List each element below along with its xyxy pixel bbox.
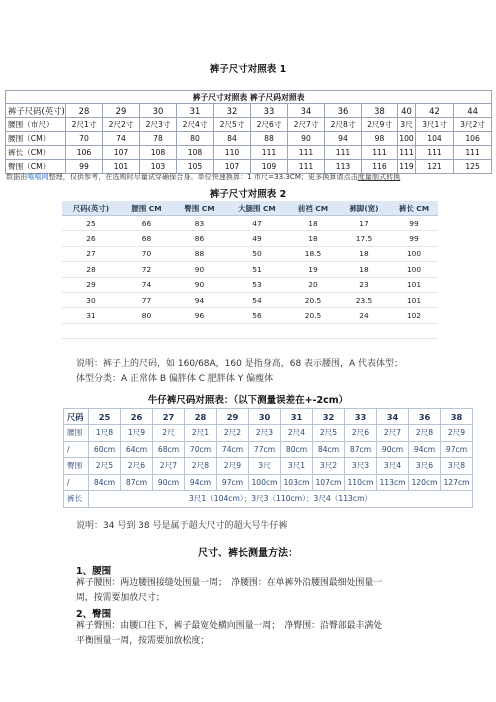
size-header-cell: 42 (416, 104, 454, 118)
table-cell: 86 (173, 231, 226, 246)
table2-title: 裤子尺寸对照表 2 (209, 189, 287, 200)
size-header-cell: 36 (409, 409, 441, 425)
table-cell: 111 (288, 146, 325, 160)
table-row (64, 425, 473, 442)
table-cell: 2尺1 (185, 425, 217, 442)
table-cell: 108 (177, 146, 214, 160)
table-row (6, 146, 492, 160)
table-cell: 74 (120, 277, 173, 292)
table-cell: 2尺9寸 (362, 118, 398, 132)
size-header-cell: 26 (121, 409, 153, 425)
table-cell: 74cm (217, 441, 249, 458)
size-header-cell: 38 (362, 104, 398, 118)
paragraph-line: 平衡围量一周，按需要加放松度； (76, 635, 210, 646)
table-cell: 56 (226, 308, 288, 323)
table3-title: 牛仔裤尺码对照表：（以下测量误差在+-2cm） (147, 395, 349, 406)
table-cell: 3尺 (398, 118, 416, 132)
note-text: 整理，仅供参考，在选购时尽量试穿确保合身。单位快速换算：1 市尺=33.3CM；更多换算请点击 (48, 172, 358, 181)
table-cell: 90 (173, 262, 226, 277)
table-cell: 20 (288, 277, 338, 292)
size-header-cell: 34 (377, 409, 409, 425)
table-row (62, 246, 438, 261)
table-cell: 84 (214, 132, 251, 146)
table-cell: 120cm (409, 474, 441, 491)
table-cell: 2尺7 (153, 458, 185, 475)
table-cell: 80 (120, 308, 173, 323)
table-cell: 17.5 (338, 231, 390, 246)
table-cell: 77 (120, 292, 173, 307)
table-cell: 20.5 (288, 308, 338, 323)
column-header: 臀围 CM (173, 201, 226, 216)
table-cell: 94cm (185, 474, 217, 491)
table-cell: 31 (62, 308, 120, 323)
table-cell: 3尺 (249, 458, 281, 475)
table-row (64, 441, 473, 458)
table1-title: 裤子尺寸对照表 1 (209, 64, 287, 75)
table-cell: 54 (226, 292, 288, 307)
row-label: 腰围（市尺） (6, 118, 66, 132)
table-cell: 25 (62, 216, 120, 231)
table-cell: 20.5 (288, 292, 338, 307)
table-cell: 100 (390, 246, 438, 261)
row-label: 腰围（CM） (6, 132, 66, 146)
table-row (6, 91, 492, 104)
size-header-cell: 28 (66, 104, 103, 118)
table-cell: 64cm (121, 441, 153, 458)
table-cell: 53 (226, 277, 288, 292)
table-cell: 2尺8寸 (325, 118, 362, 132)
table-row (62, 262, 438, 277)
table-row-empty (62, 323, 438, 338)
column-header: 大腿围 CM (226, 201, 288, 216)
column-header: 前裆 CM (288, 201, 338, 216)
table-cell: 88 (173, 246, 226, 261)
table-cell: 97cm (217, 474, 249, 491)
jeans-note: 说明：34 号到 38 号是属于超大尺寸的超大号牛仔裤 (76, 521, 288, 531)
table-row (6, 118, 492, 132)
unit-conversion-link[interactable]: 度量制式转换 (357, 172, 401, 181)
table-cell: 2尺2 (217, 425, 249, 442)
table-cell: 88 (251, 132, 288, 146)
column-header: 腰围 CM (120, 201, 173, 216)
column-header: 尺码(英寸) (62, 201, 120, 216)
table-cell: 18 (338, 246, 390, 261)
column-header: 裤长 CM (390, 201, 438, 216)
table-cell (338, 323, 390, 338)
table-cell: 103 (140, 160, 177, 174)
size-header-cell: 33 (345, 409, 377, 425)
table-row (62, 231, 438, 246)
table-cell: 111 (251, 146, 288, 160)
table-cell: 107 (103, 146, 140, 160)
table-cell: 110 (214, 146, 251, 160)
table-cell: 101 (103, 160, 140, 174)
size-header-cell: 28 (185, 409, 217, 425)
table-cell: 3尺1寸 (416, 118, 454, 132)
table-cell: 84cm (313, 441, 345, 458)
table-cell: 119 (398, 160, 416, 174)
table-cell: 23.5 (338, 292, 390, 307)
table-cell: 101 (390, 292, 438, 307)
table-cell: 2尺6 (345, 425, 377, 442)
table-cell: 83 (173, 216, 226, 231)
table-cell: 2尺5 (89, 458, 121, 475)
table-cell: 99 (390, 231, 438, 246)
table-cell: 3尺3 (345, 458, 377, 475)
size-header-cell: 33 (251, 104, 288, 118)
table-cell: 99 (66, 160, 103, 174)
table-cell: 19 (288, 262, 338, 277)
table-cell: 2尺3 (249, 425, 281, 442)
table-cell: 94cm (409, 441, 441, 458)
table-cell: 100 (390, 262, 438, 277)
size-header-cell: 32 (313, 409, 345, 425)
table-cell: 2尺5寸 (214, 118, 251, 132)
table-cell: 70 (120, 246, 173, 261)
table-cell: 111 (325, 146, 362, 160)
table-cell: 106 (454, 132, 492, 146)
size-header-cell: 38 (441, 409, 473, 425)
table-row (64, 458, 473, 475)
size-header-cell: 30 (249, 409, 281, 425)
table-cell: 18 (338, 262, 390, 277)
table-cell: 74 (103, 132, 140, 146)
table-cell: 70 (66, 132, 103, 146)
table-cell: 94 (325, 132, 362, 146)
table-row (62, 308, 438, 323)
table-cell: 3尺6 (409, 458, 441, 475)
table-cell: 2尺1寸 (66, 118, 103, 132)
table-cell: 70cm (185, 441, 217, 458)
size-header-cell: 29 (217, 409, 249, 425)
table-cell: 100 (398, 132, 416, 146)
pants-size-table-2 (62, 201, 438, 339)
row-label: 裤子尺码(英寸) (6, 104, 66, 118)
note-text: 数据由 (6, 172, 28, 181)
table-cell: 50 (226, 246, 288, 261)
table-cell: 90 (288, 132, 325, 146)
table-cell: 72 (120, 262, 173, 277)
table-cell: 18 (288, 216, 338, 231)
table-cell: 90cm (377, 441, 409, 458)
table1-note (6, 172, 496, 182)
table-cell: 96 (173, 308, 226, 323)
table-cell: 66 (120, 216, 173, 231)
table-cell: 47 (226, 216, 288, 231)
size-header-cell: 34 (288, 104, 325, 118)
table-cell: 27 (62, 246, 120, 261)
table-cell: 113 (325, 160, 362, 174)
source-link[interactable]: 嘻嘻网 (27, 172, 49, 181)
table-cell: 1尺9 (121, 425, 153, 442)
row-label: 臀围（CM） (6, 160, 66, 174)
row-label: 裤长 (64, 491, 89, 508)
table-cell: 2尺 (153, 425, 185, 442)
table-cell: 121 (416, 160, 454, 174)
table-cell (288, 323, 338, 338)
table-cell: 108 (140, 146, 177, 160)
table-cell: 101 (390, 277, 438, 292)
table-cell: 2尺7 (377, 425, 409, 442)
column-header: 裤脚(宽) (338, 201, 390, 216)
table-cell: 18.5 (288, 246, 338, 261)
table-cell: 29 (62, 277, 120, 292)
table-cell: 2尺6寸 (251, 118, 288, 132)
table-cell (226, 323, 288, 338)
paragraph-line: 裤子腰围：两边腰围接缝处围量一周； 净腰围：在单裤外沿腰围最细处围量一 (76, 578, 383, 588)
table-cell: 1尺8 (89, 425, 121, 442)
table-cell: 125 (454, 160, 492, 174)
table-cell: 49 (226, 231, 288, 246)
table-cell: 17 (338, 216, 390, 231)
table-cell: 80 (177, 132, 214, 146)
table-cell: 2尺4 (281, 425, 313, 442)
table-cell: 68 (120, 231, 173, 246)
table-cell: 26 (62, 231, 120, 246)
table-cell: 78 (140, 132, 177, 146)
table-cell (173, 323, 226, 338)
table-cell: 2尺9 (217, 458, 249, 475)
table-cell: 24 (338, 308, 390, 323)
table-cell: 111 (288, 160, 325, 174)
row-label: 臀围 (64, 458, 89, 475)
table-cell: 99 (390, 216, 438, 231)
table-cell: 2尺3寸 (140, 118, 177, 132)
table-cell: 87cm (345, 441, 377, 458)
table-cell: 127cm (441, 474, 473, 491)
size-header-cell: 31 (177, 104, 214, 118)
table-cell: 100cm (249, 474, 281, 491)
row-label: / (64, 441, 89, 458)
table-cell: 30 (62, 292, 120, 307)
table-header-row (62, 201, 438, 216)
table-cell: 23 (338, 277, 390, 292)
table-cell: 90cm (153, 474, 185, 491)
table-cell: 2尺7寸 (288, 118, 325, 132)
size-header-cell: 27 (153, 409, 185, 425)
table-cell: 2尺2寸 (103, 118, 140, 132)
size-header-cell: 29 (103, 104, 140, 118)
body-type-classification: 体型分类：A 正常体 B 偏胖体 C 肥胖体 Y 偏瘦体 (76, 374, 274, 384)
hip-paragraph (76, 619, 456, 648)
table-cell: 2尺9 (441, 425, 473, 442)
measure-section-title: 尺寸、裤长测量方法： (198, 548, 298, 559)
size-header-cell: 44 (454, 104, 492, 118)
jeans-size-table (63, 408, 473, 508)
table-cell: 105 (177, 160, 214, 174)
table-cell: 103cm (281, 474, 313, 491)
table-cell: 3尺2 (313, 458, 345, 475)
table-cell: 2尺8 (409, 425, 441, 442)
table-cell (120, 323, 173, 338)
table-cell: 98 (362, 132, 398, 146)
size-header-cell: 31 (281, 409, 313, 425)
length-cell: 3尺1（104cm）；3尺3（110cm）；3尺4（113cm） (89, 491, 473, 508)
table-cell: 106 (66, 146, 103, 160)
size-header-cell: 40 (398, 104, 416, 118)
table-header-row (64, 409, 473, 425)
waist-heading: 1、腰围 (76, 566, 112, 577)
table-cell: 107 (214, 160, 251, 174)
table-cell: 113cm (377, 474, 409, 491)
size-header-cell: 25 (89, 409, 121, 425)
table-cell: 77cm (249, 441, 281, 458)
table-cell: 3尺1 (281, 458, 313, 475)
table-cell: 104 (416, 132, 454, 146)
table-row (62, 277, 438, 292)
table-cell: 28 (62, 262, 120, 277)
table-cell: 111 (454, 146, 492, 160)
pants-size-table-1 (5, 90, 492, 174)
size-header-cell: 32 (214, 104, 251, 118)
table-cell: 110cm (345, 474, 377, 491)
table-cell (62, 323, 120, 338)
table-cell: 2尺8 (185, 458, 217, 475)
table-cell: 90 (173, 277, 226, 292)
table-cell: 3尺8 (441, 458, 473, 475)
row-label: 裤长（CM） (6, 146, 66, 160)
table-row (6, 132, 492, 146)
size-explanation: 说明：裤子上的尺码，如 160/68A，160 是指身高，68 表示腰围，A 代表体型； (76, 359, 404, 369)
table-row (62, 292, 438, 307)
table-cell: 2尺5 (313, 425, 345, 442)
paragraph-line: 周，按需要加放尺寸； (76, 592, 165, 603)
table-cell: 94 (173, 292, 226, 307)
table-row (62, 216, 438, 231)
table-cell: 111 (362, 146, 398, 160)
table-cell: 97cm (441, 441, 473, 458)
table-cell: 3尺4 (377, 458, 409, 475)
table-cell: 109 (251, 160, 288, 174)
table-cell: 111 (416, 146, 454, 160)
table-cell: 84cm (89, 474, 121, 491)
table-cell: 2尺6 (121, 458, 153, 475)
table-cell: 111 (398, 146, 416, 160)
row-label: 尺码 (64, 409, 89, 425)
table-cell: 60cm (89, 441, 121, 458)
table-cell (390, 323, 438, 338)
table-cell: 3尺2寸 (454, 118, 492, 132)
waist-paragraph (76, 576, 456, 605)
size-header-cell: 30 (140, 104, 177, 118)
table-row (64, 491, 473, 508)
row-label: 腰围 (64, 425, 89, 442)
table-cell: 68cm (153, 441, 185, 458)
table-cell: 51 (226, 262, 288, 277)
table-cell: 107cm (313, 474, 345, 491)
paragraph-line: 裤子臀围：由腰口往下，裤子最宽处横向围量一周； 净臀围：沿臀部最丰满处 (76, 621, 383, 631)
table-cell: 87cm (121, 474, 153, 491)
table-cell: 2尺4寸 (177, 118, 214, 132)
table-row (6, 104, 492, 118)
table-cell: 116 (362, 160, 398, 174)
size-header-cell: 36 (325, 104, 362, 118)
table-cell: 18 (288, 231, 338, 246)
table-subtitle: 裤子尺寸对照表 裤子尺码对照表 (6, 91, 492, 104)
row-label: / (64, 474, 89, 491)
table-cell: 102 (390, 308, 438, 323)
hip-heading: 2、臀围 (76, 609, 112, 620)
table-row (64, 474, 473, 491)
table-cell: 80cm (281, 441, 313, 458)
